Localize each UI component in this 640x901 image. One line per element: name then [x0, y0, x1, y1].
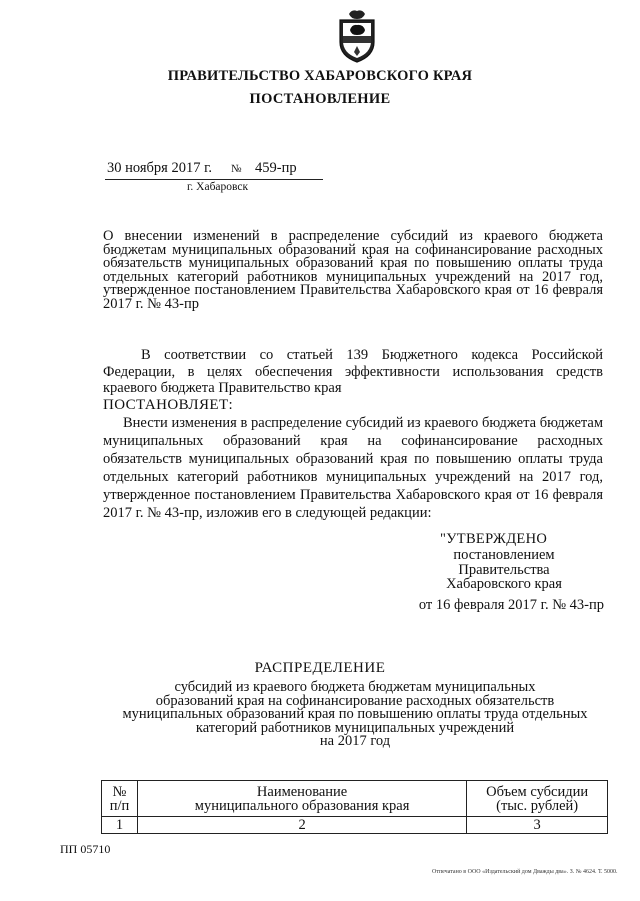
table-header-row: [102, 781, 608, 817]
distribution-table: [101, 780, 608, 834]
paragraph-decision: Внести изменения в распределение субсидий из краевого бюджета бюджетам муниципальных образований края на софинансирование расходных обязательств муниципальных образований края по повышению оплаты труда отдельных категорий работников муниципальных учреждений на 2017 год, утвержденное постановлением Правительства Хабаровского края от 16 февраля 2017 г. № 43-пр, изложив его в следующей редакции:: [103, 415, 603, 521]
approved-by-block: [404, 548, 604, 592]
approved-line-1: постановлением: [453, 547, 555, 563]
approved-stamp-title: "УТВЕРЖДЕНО: [440, 531, 548, 547]
approved-line-2: Правительства: [458, 561, 550, 578]
header-number: № п/п: [102, 781, 138, 817]
header-subsidy-amount: Объем субсидии (тыс. рублей): [467, 781, 608, 817]
column-index-3: 3: [467, 817, 608, 834]
distribution-line-2: образований края на софинансирование расходных обязательств: [155, 692, 555, 709]
document-number: 459-пр: [255, 160, 297, 176]
paragraph-basis: В соответствии со статьей 139 Бюджетного кодекса Российской Федерации, в целях обеспечения эффективности использования средств краевого бюджета Правительство края: [103, 347, 603, 396]
document-subject: О внесении изменений в распределение субсидий из краевого бюджета бюджетам муниципальных образований края на софинансирование расходных обязательств муниципальных образований края по повышению оплаты труда отдельных категорий работников муниципальных учреждений на 2017 год, утвержденное постановлением Правительства Хабаровского края от 16 февраля 2017 г. № 43-пр: [103, 228, 603, 312]
table-row: [102, 817, 608, 834]
distribution-subtitle: [0, 681, 640, 749]
decree-word: ПОСТАНОВЛЯЕТ:: [103, 397, 234, 413]
column-index-1: 1: [102, 817, 138, 834]
distribution-line-5: на 2017 год: [319, 733, 391, 749]
number-sign: №: [231, 163, 242, 175]
distribution-line-1: субсидий из краевого бюджета бюджетам муниципальных: [174, 679, 536, 695]
organization-title: ПРАВИТЕЛЬСТВО ХАБАРОВСКОГО КРАЯ: [167, 68, 473, 84]
distribution-line-4: категорий работников муниципальных учреждений: [195, 719, 515, 736]
document-date: 30 ноября 2017 г.: [107, 160, 213, 176]
approved-line-3: Хабаровского края: [446, 576, 562, 592]
header-municipality: Наименование муниципального образования края: [137, 781, 466, 817]
column-index-2: 2: [137, 817, 466, 834]
printed-note: Отпечатано в ООО «Издательский дом Дважды два». З. № 4624. Т. 5000.: [432, 869, 618, 875]
coat-of-arms-emblem: [334, 8, 380, 64]
document-code: ПП 05710: [60, 842, 111, 856]
distribution-title: РАСПРЕДЕЛЕНИЕ: [254, 660, 386, 676]
date-underline: [105, 179, 323, 180]
distribution-line-3: муниципальных образований края по повышению оплаты труда отдельных: [122, 706, 588, 722]
document-type: ПОСТАНОВЛЕНИЕ: [249, 91, 391, 107]
approved-date: от 16 февраля 2017 г. № 43-пр: [418, 597, 604, 613]
city: г. Хабаровск: [187, 181, 249, 193]
